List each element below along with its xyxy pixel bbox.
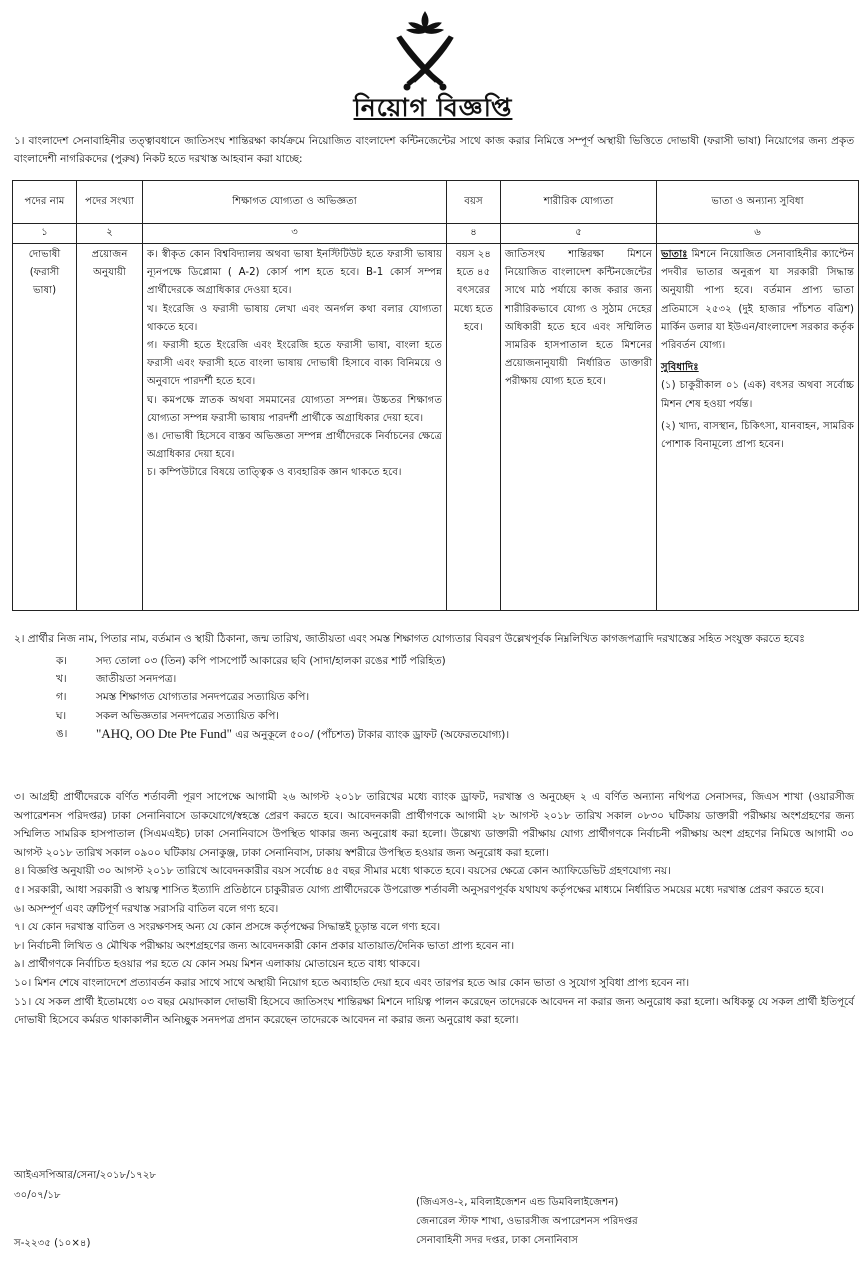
table-header: ভাতা ও অন্যান্য সুবিধা [657,181,859,224]
column-number: ৪ [447,224,501,244]
allowance-cell [657,244,859,611]
post-details-table [12,180,859,611]
paragraph: ৩। আগ্রহী প্রার্থীদেরকে বর্ণিত শর্তাবলী পূরণ সাপেক্ষে আগামী ২৬ আগস্ট ২০১৮ তারিখের মধ্যে ব্যাংক ড্রাফট, দরখাস্ত ও অনুচ্ছেদ ২ এ বর্ণিত অন্যান্য নথিপত্র সেনাসদর, জিএস শাখা (ওয়ারসীজ অপারেশনস পরিদপ্তর) ঢাকা সেনানিবাসে ডাকযোগে/স্বহস্তে প্রেরণ করতে হবে। আবেদনকারী প্রার্থীগণকে আগামী ২৮ আগস্ট ২০১৮ তারিখ সকাল ০৮৩০ ঘটিকায় ডাক্তারী পরীক্ষায় অংশগ্রহণের জন্য সম্মিলিত সামরিক হাসপাতাল (সিএমএইচ) ঢাকা সেনানিবাসে উপস্থিত থাকার জন্য অনুরোধ করা হলো। উল্লেখ্য ডাক্তারী পরীক্ষায় যোগ্য প্রার্থীগণকে নির্বাচনী পরীক্ষায় অংশ গ্রহণের নিমিত্তে আগামী ৩০ আগস্ট ২০১৮ তারিখ সকাল ০৯০০ ঘটিকায় সেনাকুঞ্জ, ঢাকা সেনানিবাস, ঢাকায় স্বশরীরে উপস্থিত হওয়ার জন্য অনুরোধ করা হলো। [14,791,855,859]
physical-cell: জাতিসংঘ শান্তিরক্ষা মিশনে নিয়োজিত বাংলাদেশ কন্টিনজেন্টের সাথে মাঠ পর্যায়ে কাজ করার জন্য শারীরিকভাবে যোগ্য ও সুঠাম দেহের অধিকারী হতে হবে এবং সম্মিলিত সামরিক হাসপাতাল হতে মিশনের প্রয়োজনানুযায়ী নির্ধারিত ডাক্তারী পরীক্ষায় যোগ্য হতে হবে। [501,244,657,611]
table-header: শিক্ষাগত যোগ্যতা ও অভিজ্ঞতা [143,181,447,224]
qualification-item: চ। কম্পিউটারে বিষয়ে তাত্ত্বিক ও ব্যবহারিক জ্ঞান থাকতে হবে। [147,467,402,479]
list-item [56,707,854,725]
list-item-text: সকল অভিজ্ঞতার সনদপত্রের সত্যায়িত কপি। [96,709,279,722]
list-marker: ঘ। [56,709,67,722]
list-item [56,670,854,688]
section-2-text: ২। প্রার্থীর নিজ নাম, পিতার নাম, বর্তমান ও স্থায়ী ঠিকানা, জন্ম তারিখ, জাতীয়তা এবং সমস্ত শিক্ষাগত যোগ্যতার বিবরণ উল্লেখপূর্বক নিম্নলিখিত কাগজপত্রাদি দরখাস্তের সহিত সংযুক্ত করতে হবেঃ [14,633,805,645]
table-header-row [13,181,859,224]
post-count-cell: প্রয়োজন অনুযায়ী [77,244,143,611]
memo-block [14,1166,156,1206]
column-number-row [13,224,859,244]
memo-reference: আইএসপিআর/সেনা/২০১৮/১৭২৮ [14,1170,157,1181]
allowance-heading: ভাতাঃ [661,249,688,260]
column-number: ৫ [501,224,657,244]
post-name-cell: দোভাষী (ফরাসী ভাষা) [13,244,77,611]
table-header: পদের নাম [13,181,77,224]
list-item-text: এর অনুকূলে ৫০০/ (পাঁচশত) টাকার ব্যাংক ড্রাফট (অফেরতযোগ্য)। [231,729,510,742]
paragraph: ৪। বিজ্ঞপ্তি অনুযায়ী ৩০ আগস্ট ২০১৮ তারিখে আবেদনকারীর বয়স সর্বোচ্চ ৪৫ বছর সীমার মধ্যে থাকতে হবে। বয়সের ক্ষেত্রে কোন অ্যাফিডেভিট গ্রহণযোগ্য নয়। [14,865,671,878]
age-cell: বয়স ২৪ হতে ৪৫ বৎসরের মধ্যে হতে হবে। [447,244,501,611]
facility-item: (২) খাদ্য, বাসস্থান, চিকিৎসা, যানবাহন, সামরিক পোশাক বিনামূল্যে প্রাপ্য হবেন। [661,420,854,451]
table-header: পদের সংখ্যা [77,181,143,224]
memo-date: ৩০/০৭/১৮ [14,1190,61,1201]
column-number: ১ [13,224,77,244]
facilities-heading: সুবিধাদিঃ [661,362,699,374]
list-item [56,688,854,706]
footer-reference: স-২২৩৫ (১০×৪) [14,1238,91,1249]
signature-line: জেনারেল স্টাফ শাখা, ওভারসীজ অপারেশনস পরিদপ্তর [416,1216,638,1227]
qualification-item: ঙ। দোভাষী হিসেবে বাস্তব অভিজ্ঞতা সম্পন্ন প্রার্থীদেরকে নির্বাচনের ক্ষেত্রে অগ্রাধিকার দেয়া হবে। [147,431,442,461]
facility-item: (১) চাকুরীকাল ০১ (এক) বৎসর অথবা সর্বোচ্চ মিশন শেষ হওয়া পর্যন্ত। [661,380,854,410]
intro-paragraph: ১। বাংলাদেশ সেনাবাহিনীর তত্ত্বাবধানে জাতিসংঘ শান্তিরক্ষা কার্যক্রমে নিয়োজিত বাংলাদেশ কন্টিনজেন্টের সাথে কাজ করার নিমিত্তে সম্পূর্ণ অস্থায়ী ভিত্তিতে দোভাষী (ফরাসী ভাষা) নিয়োগের জন্য প্রকৃত বাংলাদেশী নাগরিকদের (পুরুষ) নিকট হতে দরখাস্ত আহবান করা যাচ্ছে: [14,135,854,165]
column-number: ২ [77,224,143,244]
notice-title: নিয়োগ বিজ্ঞপ্তি [353,93,513,122]
table-row [13,244,859,611]
signature-line: সেনাবাহিনী সদর দপ্তর, ঢাকা সেনানিবাস [416,1235,579,1246]
qualification-item: ক। স্বীকৃত কোন বিশ্ববিদ্যালয় অথবা ভাষা ইনস্টিটিউট হতে ফরাসী ভাষায় ন্যূনপক্ষে ডিপ্লোমা ( A-2) কোর্স পাশ হতে হবে। B-1 কোর্স সম্পন্ন প্রার্থীদেরকে অগ্রাধিকার দেওয়া হবে। [147,249,442,297]
table-header: বয়স [447,181,501,224]
list-item-text: সমস্ত শিক্ষাগত যোগ্যতার সনদপত্রের সত্যায়িত কপি। [96,691,310,704]
qualification-item: ঘ। কমপক্ষে স্নাতক অথবা সমমানের যোগ্যতা সম্পন্ন। উচ্চতর শিক্ষাগত যোগ্যতা সম্পন্ন ফরাসী ভাষায় পারদর্শী প্রার্থীকে অগ্রাধিকার দেয়া হবে। [147,394,442,424]
qualification-item: খ। ইংরেজি ও ফরাসী ভাষায় লেখা এবং অনর্গল কথা বলার যোগ্যতা থাকতে হবে। [147,303,442,333]
list-item-text: সদ্য তোলা ০৩ (তিন) কপি পাসপোর্ট আকারের ছবি (সাদা/হালকা রঙের শার্ট পরিহিত) [96,654,446,667]
section-2 [14,630,854,745]
column-number: ৬ [657,224,859,244]
column-number: ৩ [143,224,447,244]
paragraph: ৯। প্রার্থীগণকে নির্বাচিত হওয়ার পর হতে যে কোন সময় মিশন এলাকায় মোতায়েন হতে বাধ্য থাকবে। [14,958,421,971]
paragraph: ১০। মিশন শেষে বাংলাদেশে প্রত্যাবর্তন করার সাথে সাথে অস্থায়ী নিয়োগ হতে অব্যাহতি দেয়া হবে এবং তারপর হতে আর কোন ভাতা ও সুযোগ সুবিধা প্রাপ্য হবেন না। [14,976,690,989]
army-emblem-icon [377,8,473,92]
list-marker: ক। [56,654,67,667]
list-item [56,652,854,670]
qualifications-cell [143,244,447,611]
paragraph: ৮। নির্বাচনী লিখিত ও মৌখিক পরীক্ষায় অংশগ্রহণের জন্য আবেদনকারী কোন প্রকার যাতায়াত/দৈনিক ভাতা প্রাপ্য হবেন না। [14,939,515,952]
allowance-block [661,246,854,355]
paragraph: ৭। যে কোন দরখাস্ত বাতিল ও সংরক্ষণসহ অন্য যে কোন প্রসঙ্গে কর্তৃপক্ষের সিদ্ধান্তই চূড়ান্ত বলে গণ্য হবে। [14,921,441,934]
paragraph: ৬। অসম্পূর্ণ এবং ত্রুটিপূর্ণ দরখাস্ত সরাসরি বাতিল বলে গণ্য হবে। [14,902,279,915]
allowance-text: মিশনে নিয়োজিত সেনাবাহিনীর ক্যাপ্টেন পদবীর ভাতার অনুরূপ যা সরকারী সিদ্ধান্ত অনুযায়ী পাপ্য হবে। বর্তমান প্রাপ্য ভাতা প্রতিমাসে ২৫৩২ (দুই হাজার পাঁচশত বত্রিশ) মার্কিন ডলার যা ইউএন/বাংলাদেশ সরকার কর্তৃক পরিবর্তন যোগ্য। [661,249,854,352]
terms-paragraphs [14,788,854,1030]
list-marker: ঙ। [56,728,68,741]
attachment-list [56,652,854,745]
table-header: শারীরিক যোগ্যতা [501,181,657,224]
fund-name: "AHQ, OO Dte Pte Fund" [96,726,232,742]
signature-line: (জিএসও-২, মবিলাইজেশন এন্ড ডিমবিলাইজেশন) [416,1197,619,1208]
qualification-item: গ। ফরাসী হতে ইংরেজি এবং ইংরেজি হতে ফরাসী ভাষা, বাংলা হতে ফরাসী এবং ফরাসী হতে বাংলা ভাষায় দোভাষী হিসাবে বাক্য বিনিময়ে ও অনুবাদে পারদর্শী হতে হবে। [147,340,442,388]
signature-block [416,1193,638,1250]
list-item-text: জাতীয়তা সনদপত্র। [96,672,177,685]
list-item [56,725,854,744]
paragraph: ৫। সরকারী, আধা সরকারী ও স্বায়ত্ব শাসিত ইত্যাদি প্রতিষ্ঠানে চাকুরীরত যোগ্য প্রার্থীদেরকে উপরোক্ত শর্তাবলী অনুসরণপূর্বক যথাযথ কর্তৃপক্ষের মাধ্যমে নির্ধারিত সময়ের মধ্যে দরখাস্ত প্রেরণ করতে হবে। [14,883,824,896]
list-marker: খ। [56,672,67,685]
paragraph: ১১। যে সকল প্রার্থী ইতোমধ্যে ০৩ বছর মেয়াদকাল দোভাষী হিসেবে জাতিসংঘ শান্তিরক্ষা মিশনে দায়িত্ব পালন করেছেন তাদেরকে আবেদন না করার জন্য অনুরোধ করা হলো। অধিকন্তু যে সকল প্রার্থী ইতিপূর্বে দোভাষী হিসেবে কর্মরত থাকাকালীন অনিচ্ছুক সনদপত্র প্রদান করেছেন তাদেরকে আবেদন না করার জন্য অনুরোধ করা হলো। [14,995,854,1027]
list-marker: গ। [56,691,67,704]
